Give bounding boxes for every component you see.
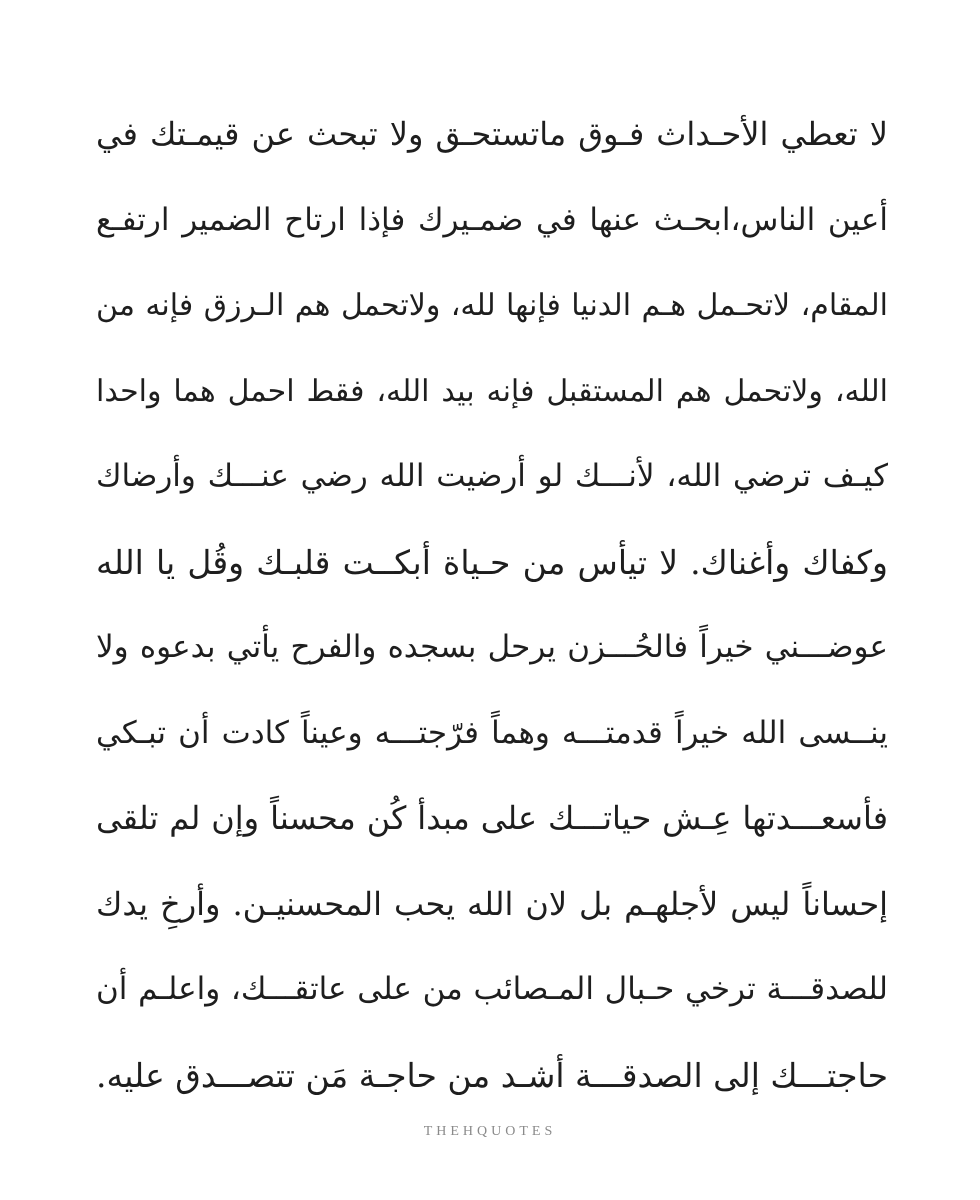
quote-line-7: عوضـــني خيراً فالحُـــزن يرحل بسجده والفرح يأتي بدعوه ولا [96, 629, 888, 665]
quote-line-9: فأسعـــدتها عِـش حياتـــك على مبدأ كُن محسناً وإن لم تلقى [96, 799, 888, 837]
quote-line-5: كيـف ترضي الله، لأنـــك لو أرضيت الله رضي عنـــك وأرضاك [96, 458, 888, 494]
quote-line-2: أعين الناس،ابحـث عنها في ضمـيرك فإذا ارتاح الضمير ارتفـع [96, 201, 888, 238]
quote-text [96, 92, 888, 1118]
quote-line-6: وكفاك وأغناك. لا تيأس من حـياة أبكــت قلبـك وقُل يا الله [96, 542, 888, 582]
quote-line-10: إحساناً ليس لأجلهـم بل لان الله يحب المحسنيـن. وأرخِ يدك [96, 884, 888, 923]
quote-line-3: المقام، لاتحـمل هـم الدنيا فإنها لله، ولاتحمل هم الـرزق فإنه من [96, 288, 888, 323]
quote-line-4: الله، ولاتحمل هم المستقبل فإنه بيد الله، فقط احمل هما واحدا [96, 373, 888, 409]
quote-line-1: لا تعطي الأحـداث فـوق ماتستحـق ولا تبحث عن قيمـتك في [96, 115, 888, 153]
quote-line-8: ينــسى الله خيراً قدمتـــه وهماً فرّجتـــه وعيناً كادت أن تبـكي [96, 714, 888, 751]
quote-line-11: للصدقـــة ترخي حـبال المـصائب من على عاتقـــك، واعلـم أن [96, 971, 888, 1007]
quote-line-12: حاجتـــك إلى الصدقـــة أشـد من حاجـة مَن تتصـــدق عليه. [96, 1055, 888, 1095]
watermark-brand: THEHQUOTES [423, 1124, 557, 1139]
